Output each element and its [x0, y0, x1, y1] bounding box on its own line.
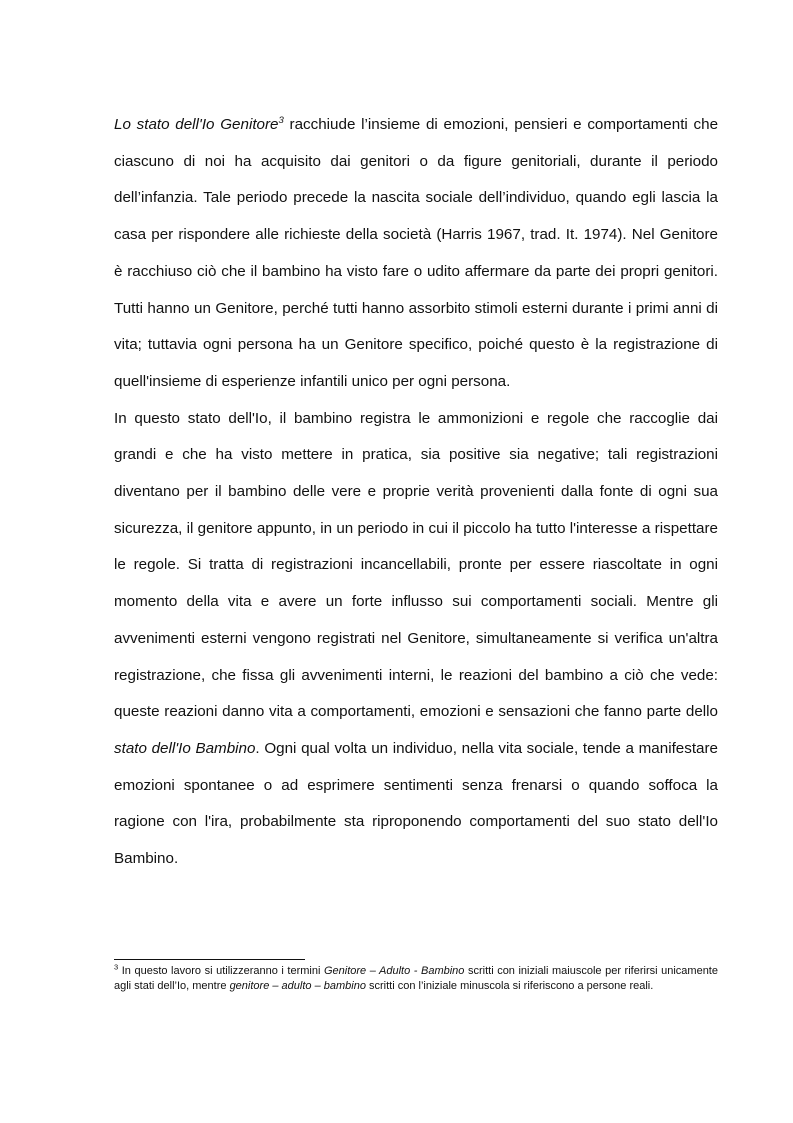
paragraph-recordings: [114, 401, 718, 878]
paragraph-text: racchiude l’insieme di emozioni, pensieri e comportamenti che ciascuno di noi ha acquisito dai genitori o da figure genitoriali, durante il periodo dell’infanzia. Tale periodo precede la nascita sociale dell’individuo, quando egli lascia la casa per rispondere alle richieste della società (Harris 1967, trad. It. 1974). Nel Genitore è racchiuso ciò che il bambino ha visto fare o udito affermare da parte dei propri genitori. Tutti hanno un Genitore, perché tutti hanno assorbito stimoli esterni durante i primi anni di vita; tuttavia ogni persona ha un Genitore specifico, poiché questo è la registrazione di quell'insieme di esperienze infantili unico per ogni persona.: [114, 116, 719, 390]
footnote-text: scritti con iniziali maiuscole per riferirsi unicamente agli stati dell’Io, mentre: [114, 965, 718, 992]
italic-term-parent-ego: Lo stato dell'Io Genitore: [114, 116, 279, 133]
footnote-text: scritti con l’iniziale minuscola si riferiscono a persone reali.: [365, 979, 654, 992]
body-text: [114, 107, 718, 878]
footnote-italic-terms-capital: Genitore – Adulto - Bambino: [323, 965, 465, 977]
footnote-reference[interactable]: 3: [278, 114, 284, 126]
footnote-italic-terms-lowercase: genitore – adulto – bambino: [229, 979, 366, 992]
footnote: [114, 964, 718, 993]
footnote-divider: [114, 959, 305, 960]
footnote-text: In questo lavoro si utilizzeranno i termini: [118, 965, 324, 977]
italic-term-child-ego: stato dell'Io Bambino: [114, 739, 256, 757]
footnote-number: 3: [114, 962, 119, 972]
paragraph-parent-ego-state: [114, 107, 718, 401]
paragraph-text: In questo stato dell'Io, il bambino registra le ammonizioni e regole che raccoglie dai grandi e che ha visto mettere in pratica, sia positive sia negative; tali registrazioni diventano per il bambino delle vere e proprie verità provenienti dalla fonte di ogni sua sicurezza, il genitore appunto, in un periodo in cui il piccolo ha tutto l'interesse a rispettare le regole. Si tratta di registrazioni incancellabili, pronte per essere riascoltate in ogni momento della vita e avere un forte influsso sui comportamenti sociali. Mentre gli avvenimenti esterni vengono registrati nel Genitore, simultaneamente si verifica un'altra registrazione, che fissa gli avvenimenti interni, le reazioni del bambino a ciò che vede: queste reazioni danno vita a comportamenti, emozioni e sensazioni che fanno parte dello: [114, 409, 718, 721]
paragraph-text: . Ogni qual volta un individuo, nella vita sociale, tende a manifestare emozioni spontanee o ad esprimere sentimenti senza frenarsi o quando soffoca la ragione con l'ira, probabilmente sta riproponendo comportamenti del suo stato dell'Io Bambino.: [114, 739, 718, 868]
